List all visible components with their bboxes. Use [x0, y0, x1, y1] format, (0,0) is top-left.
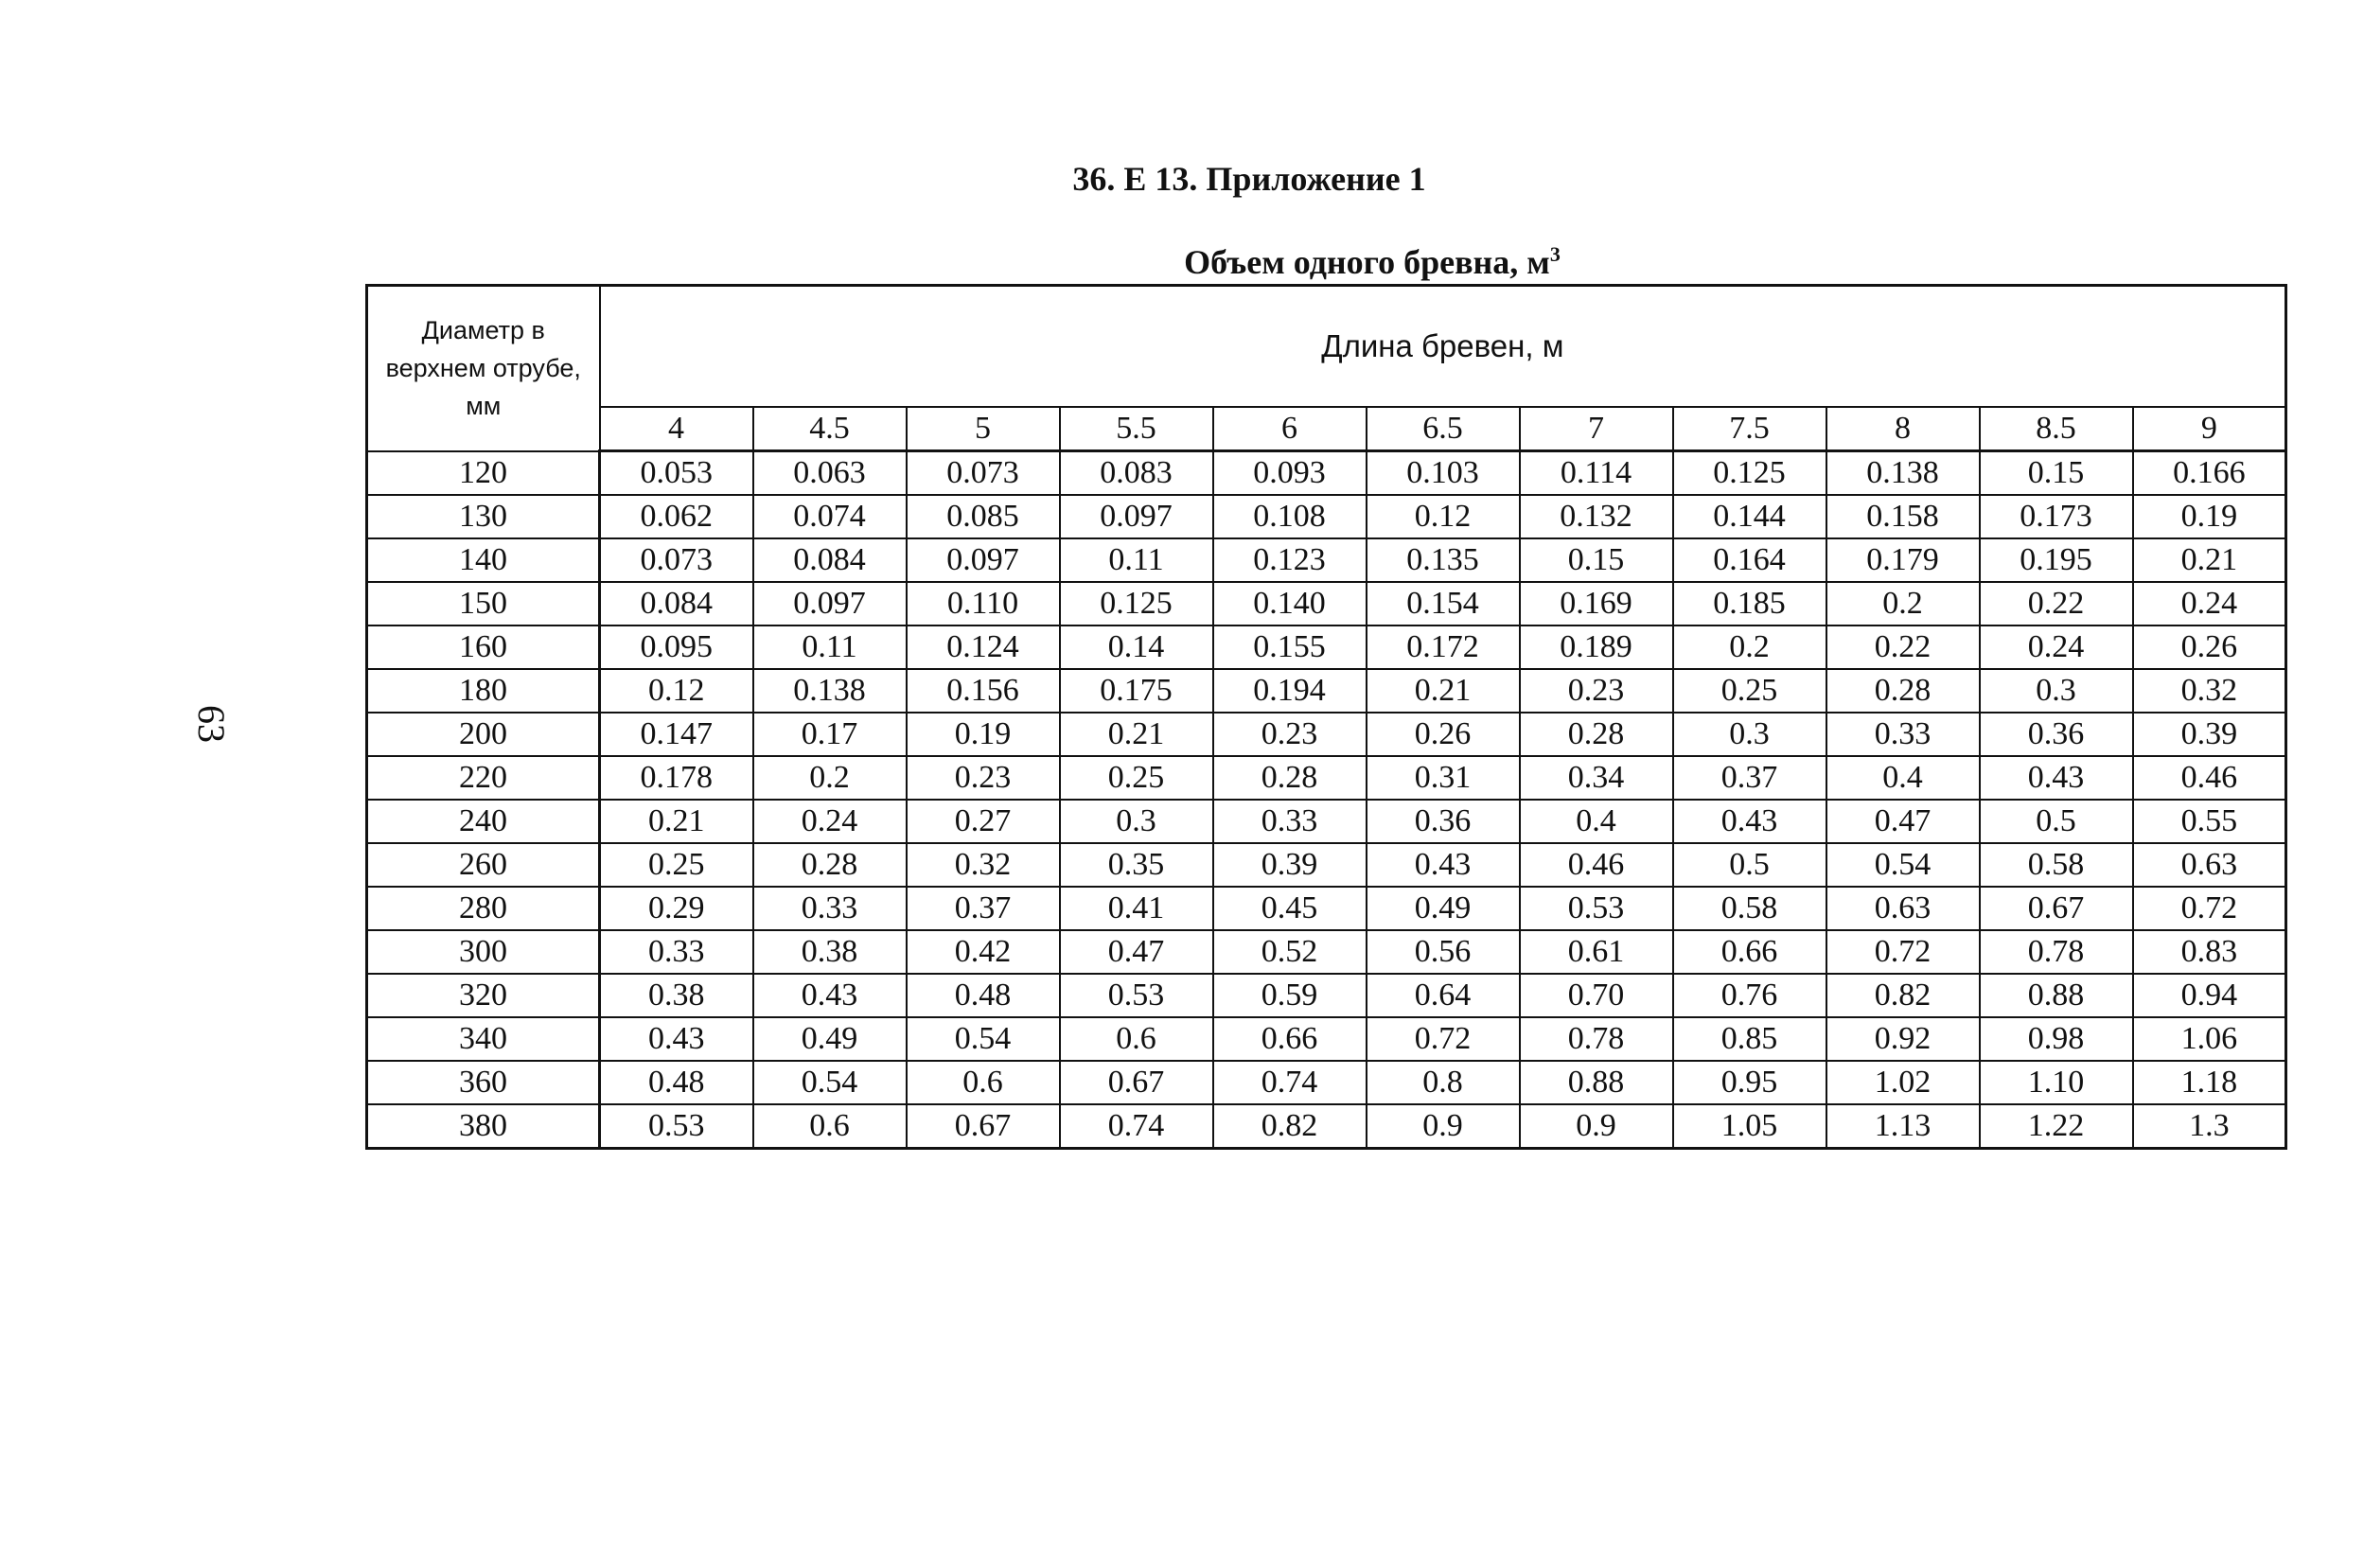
length-column-header: 5 — [907, 407, 1060, 451]
volume-cell: 0.59 — [1213, 974, 1367, 1017]
volume-cell: 0.084 — [600, 582, 753, 625]
length-column-header: 4 — [600, 407, 753, 451]
volume-cell: 0.074 — [753, 495, 907, 538]
volume-cell: 0.093 — [1213, 451, 1367, 496]
diameter-cell: 340 — [367, 1017, 600, 1061]
diameter-cell: 320 — [367, 974, 600, 1017]
volume-cell: 0.103 — [1367, 451, 1520, 496]
volume-cell: 0.25 — [1673, 669, 1826, 713]
table-row — [367, 1061, 2286, 1104]
length-column-header: 6.5 — [1367, 407, 1520, 451]
volume-cell: 0.166 — [2133, 451, 2286, 496]
volume-cell: 0.26 — [2133, 625, 2286, 669]
table-row — [367, 538, 2286, 582]
volume-cell: 0.138 — [753, 669, 907, 713]
volume-cell: 0.147 — [600, 713, 753, 756]
length-column-header: 8 — [1826, 407, 1980, 451]
table-row — [367, 625, 2286, 669]
volume-cell: 0.64 — [1367, 974, 1520, 1017]
volume-cell: 0.74 — [1213, 1061, 1367, 1104]
volume-cell: 0.39 — [2133, 713, 2286, 756]
volume-cell: 0.8 — [1367, 1061, 1520, 1104]
volume-cell: 0.053 — [600, 451, 753, 496]
diameter-cell: 140 — [367, 538, 600, 582]
volume-cell: 0.28 — [1213, 756, 1367, 800]
volume-cell: 0.63 — [1826, 887, 1980, 930]
diameter-cell: 380 — [367, 1104, 600, 1149]
volume-cell: 0.156 — [907, 669, 1060, 713]
volume-cell: 0.3 — [1980, 669, 2133, 713]
volume-cell: 0.94 — [2133, 974, 2286, 1017]
volume-cell: 0.083 — [1060, 451, 1213, 496]
table-caption — [1117, 242, 1628, 282]
diameter-cell: 120 — [367, 451, 600, 496]
table-row — [367, 451, 2286, 496]
table-body — [367, 451, 2286, 1149]
table-row — [367, 800, 2286, 843]
volume-cell: 1.05 — [1673, 1104, 1826, 1149]
volume-cell: 0.98 — [1980, 1017, 2133, 1061]
volume-cell: 0.25 — [1060, 756, 1213, 800]
volume-cell: 0.66 — [1213, 1017, 1367, 1061]
volume-cell: 0.53 — [1520, 887, 1673, 930]
volume-cell: 0.19 — [907, 713, 1060, 756]
volume-cell: 0.61 — [1520, 930, 1673, 974]
volume-cell: 0.67 — [907, 1104, 1060, 1149]
volume-cell: 0.72 — [1826, 930, 1980, 974]
volume-cell: 0.11 — [1060, 538, 1213, 582]
volume-cell: 0.52 — [1213, 930, 1367, 974]
volume-cell: 0.097 — [907, 538, 1060, 582]
volume-cell: 0.67 — [1980, 887, 2133, 930]
volume-cell: 0.34 — [1520, 756, 1673, 800]
volume-cell: 1.3 — [2133, 1104, 2286, 1149]
diameter-cell: 200 — [367, 713, 600, 756]
volume-cell: 0.073 — [600, 538, 753, 582]
volume-cell: 0.55 — [2133, 800, 2286, 843]
volume-cell: 0.53 — [1060, 974, 1213, 1017]
volume-cell: 0.24 — [1980, 625, 2133, 669]
volume-cell: 0.135 — [1367, 538, 1520, 582]
volume-cell: 0.6 — [907, 1061, 1060, 1104]
table-row — [367, 582, 2286, 625]
volume-cell: 0.2 — [1673, 625, 1826, 669]
volume-cell: 0.78 — [1980, 930, 2133, 974]
table-row — [367, 1104, 2286, 1149]
volume-cell: 0.37 — [1673, 756, 1826, 800]
volume-cell: 0.23 — [1213, 713, 1367, 756]
volume-cell: 0.27 — [907, 800, 1060, 843]
volume-cell: 0.140 — [1213, 582, 1367, 625]
volume-cell: 0.78 — [1520, 1017, 1673, 1061]
diameter-column-header: Диаметр в верхнем отрубе, мм — [367, 286, 600, 451]
volume-cell: 0.5 — [1673, 843, 1826, 887]
length-column-header: 6 — [1213, 407, 1367, 451]
volume-cell: 0.108 — [1213, 495, 1367, 538]
volume-cell: 0.175 — [1060, 669, 1213, 713]
volume-cell: 0.155 — [1213, 625, 1367, 669]
volume-cell: 0.114 — [1520, 451, 1673, 496]
volume-cell: 0.125 — [1673, 451, 1826, 496]
volume-cell: 0.49 — [753, 1017, 907, 1061]
volume-cell: 0.33 — [600, 930, 753, 974]
volume-cell: 0.74 — [1060, 1104, 1213, 1149]
volume-cell: 0.062 — [600, 495, 753, 538]
volume-cell: 0.11 — [753, 625, 907, 669]
volume-cell: 0.22 — [1826, 625, 1980, 669]
table-row — [367, 843, 2286, 887]
volume-cell: 0.063 — [753, 451, 907, 496]
volume-cell: 0.123 — [1213, 538, 1367, 582]
volume-cell: 1.22 — [1980, 1104, 2133, 1149]
table-row — [367, 930, 2286, 974]
volume-cell: 0.144 — [1673, 495, 1826, 538]
volume-cell: 0.33 — [1213, 800, 1367, 843]
volume-cell: 0.125 — [1060, 582, 1213, 625]
volume-cell: 0.54 — [907, 1017, 1060, 1061]
volume-cell: 0.132 — [1520, 495, 1673, 538]
volume-cell: 0.124 — [907, 625, 1060, 669]
volume-cell: 0.29 — [600, 887, 753, 930]
volume-cell: 0.28 — [1520, 713, 1673, 756]
volume-cell: 0.6 — [753, 1104, 907, 1149]
volume-cell: 0.76 — [1673, 974, 1826, 1017]
diameter-cell: 240 — [367, 800, 600, 843]
volume-cell: 0.095 — [600, 625, 753, 669]
volume-cell: 0.82 — [1826, 974, 1980, 1017]
volume-cell: 0.85 — [1673, 1017, 1826, 1061]
volume-cell: 0.24 — [2133, 582, 2286, 625]
volume-cell: 0.56 — [1367, 930, 1520, 974]
volume-cell: 1.10 — [1980, 1061, 2133, 1104]
diameter-cell: 300 — [367, 930, 600, 974]
document-heading: 36. Е 13. Приложение 1 — [1072, 160, 1426, 198]
volume-cell: 0.31 — [1367, 756, 1520, 800]
volume-cell: 0.25 — [600, 843, 753, 887]
volume-cell: 0.26 — [1367, 713, 1520, 756]
volume-cell: 0.54 — [753, 1061, 907, 1104]
volume-cell: 1.18 — [2133, 1061, 2286, 1104]
volume-cell: 0.88 — [1520, 1061, 1673, 1104]
volume-cell: 0.36 — [1367, 800, 1520, 843]
volume-cell: 0.38 — [600, 974, 753, 1017]
volume-cell: 0.110 — [907, 582, 1060, 625]
volume-cell: 0.70 — [1520, 974, 1673, 1017]
volume-cell: 0.32 — [2133, 669, 2286, 713]
volume-cell: 0.073 — [907, 451, 1060, 496]
diameter-cell: 160 — [367, 625, 600, 669]
volume-cell: 0.72 — [1367, 1017, 1520, 1061]
volume-cell: 0.45 — [1213, 887, 1367, 930]
volume-cell: 0.43 — [1367, 843, 1520, 887]
length-values-row — [367, 407, 2286, 451]
volume-cell: 0.23 — [907, 756, 1060, 800]
volume-cell: 0.195 — [1980, 538, 2133, 582]
volume-cell: 0.178 — [600, 756, 753, 800]
volume-cell: 0.82 — [1213, 1104, 1367, 1149]
diameter-cell: 150 — [367, 582, 600, 625]
volume-cell: 0.5 — [1980, 800, 2133, 843]
volume-cell: 0.19 — [2133, 495, 2286, 538]
length-group-header: Длина бревен, м — [600, 286, 2286, 408]
diameter-cell: 130 — [367, 495, 600, 538]
volume-cell: 0.14 — [1060, 625, 1213, 669]
volume-cell: 0.72 — [2133, 887, 2286, 930]
volume-cell: 0.194 — [1213, 669, 1367, 713]
length-column-header: 7 — [1520, 407, 1673, 451]
length-column-header: 8.5 — [1980, 407, 2133, 451]
volume-cell: 0.48 — [600, 1061, 753, 1104]
volume-cell: 1.06 — [2133, 1017, 2286, 1061]
volume-cell: 0.43 — [753, 974, 907, 1017]
volume-cell: 0.15 — [1980, 451, 2133, 496]
volume-cell: 0.097 — [753, 582, 907, 625]
volume-cell: 0.084 — [753, 538, 907, 582]
volume-cell: 0.4 — [1520, 800, 1673, 843]
volume-cell: 0.185 — [1673, 582, 1826, 625]
volume-cell: 0.164 — [1673, 538, 1826, 582]
volume-cell: 0.92 — [1826, 1017, 1980, 1061]
volume-cell: 1.13 — [1826, 1104, 1980, 1149]
length-column-header: 4.5 — [753, 407, 907, 451]
page-number: 63 — [190, 705, 233, 743]
volume-cell: 0.22 — [1980, 582, 2133, 625]
volume-cell: 0.48 — [907, 974, 1060, 1017]
table-caption-text: Объем одного бревна, м — [1184, 243, 1550, 281]
volume-cell: 0.46 — [2133, 756, 2286, 800]
volume-cell: 0.46 — [1520, 843, 1673, 887]
volume-cell: 0.21 — [1367, 669, 1520, 713]
diameter-cell: 260 — [367, 843, 600, 887]
volume-cell: 0.33 — [753, 887, 907, 930]
volume-cell: 0.36 — [1980, 713, 2133, 756]
diameter-cell: 360 — [367, 1061, 600, 1104]
volume-cell: 1.02 — [1826, 1061, 1980, 1104]
volume-cell: 0.67 — [1060, 1061, 1213, 1104]
table-row — [367, 495, 2286, 538]
volume-cell: 0.4 — [1826, 756, 1980, 800]
volume-cell: 0.3 — [1060, 800, 1213, 843]
table-row — [367, 887, 2286, 930]
volume-cell: 0.28 — [753, 843, 907, 887]
volume-cell: 0.21 — [1060, 713, 1213, 756]
volume-cell: 0.173 — [1980, 495, 2133, 538]
volume-cell: 0.17 — [753, 713, 907, 756]
volume-cell: 0.66 — [1673, 930, 1826, 974]
volume-cell: 0.54 — [1826, 843, 1980, 887]
volume-cell: 0.2 — [753, 756, 907, 800]
volume-cell: 0.38 — [753, 930, 907, 974]
volume-cell: 0.3 — [1673, 713, 1826, 756]
volume-cell: 0.9 — [1520, 1104, 1673, 1149]
volume-cell: 0.169 — [1520, 582, 1673, 625]
volume-cell: 0.41 — [1060, 887, 1213, 930]
log-volume-table — [365, 284, 2287, 1150]
volume-cell: 0.49 — [1367, 887, 1520, 930]
volume-cell: 0.35 — [1060, 843, 1213, 887]
table-row — [367, 756, 2286, 800]
volume-cell: 0.32 — [907, 843, 1060, 887]
volume-cell: 0.43 — [1673, 800, 1826, 843]
diameter-cell: 180 — [367, 669, 600, 713]
volume-cell: 0.172 — [1367, 625, 1520, 669]
length-column-header: 9 — [2133, 407, 2286, 451]
volume-cell: 0.2 — [1826, 582, 1980, 625]
volume-cell: 0.53 — [600, 1104, 753, 1149]
volume-cell: 0.58 — [1980, 843, 2133, 887]
diameter-cell: 280 — [367, 887, 600, 930]
volume-cell: 0.6 — [1060, 1017, 1213, 1061]
volume-cell: 0.138 — [1826, 451, 1980, 496]
length-column-header: 5.5 — [1060, 407, 1213, 451]
volume-cell: 0.9 — [1367, 1104, 1520, 1149]
volume-cell: 0.154 — [1367, 582, 1520, 625]
volume-cell: 0.88 — [1980, 974, 2133, 1017]
volume-cell: 0.189 — [1520, 625, 1673, 669]
volume-cell: 0.24 — [753, 800, 907, 843]
volume-cell: 0.097 — [1060, 495, 1213, 538]
volume-cell: 0.39 — [1213, 843, 1367, 887]
volume-cell: 0.179 — [1826, 538, 1980, 582]
volume-cell: 0.12 — [600, 669, 753, 713]
volume-cell: 0.43 — [600, 1017, 753, 1061]
table-row — [367, 974, 2286, 1017]
volume-cell: 0.085 — [907, 495, 1060, 538]
volume-cell: 0.37 — [907, 887, 1060, 930]
table-row — [367, 713, 2286, 756]
volume-cell: 0.42 — [907, 930, 1060, 974]
volume-cell: 0.158 — [1826, 495, 1980, 538]
volume-cell: 0.15 — [1520, 538, 1673, 582]
volume-cell: 0.21 — [600, 800, 753, 843]
volume-cell: 0.28 — [1826, 669, 1980, 713]
volume-cell: 0.47 — [1060, 930, 1213, 974]
volume-cell: 0.83 — [2133, 930, 2286, 974]
table-header-row — [367, 286, 2286, 408]
volume-cell: 0.95 — [1673, 1061, 1826, 1104]
volume-cell: 0.33 — [1826, 713, 1980, 756]
table-row — [367, 1017, 2286, 1061]
table-row — [367, 669, 2286, 713]
volume-cell: 0.58 — [1673, 887, 1826, 930]
volume-cell: 0.47 — [1826, 800, 1980, 843]
diameter-cell: 220 — [367, 756, 600, 800]
volume-cell: 0.21 — [2133, 538, 2286, 582]
volume-cell: 0.23 — [1520, 669, 1673, 713]
length-column-header: 7.5 — [1673, 407, 1826, 451]
table-caption-superscript: 3 — [1549, 242, 1561, 266]
volume-cell: 0.12 — [1367, 495, 1520, 538]
volume-cell: 0.43 — [1980, 756, 2133, 800]
volume-cell: 0.63 — [2133, 843, 2286, 887]
